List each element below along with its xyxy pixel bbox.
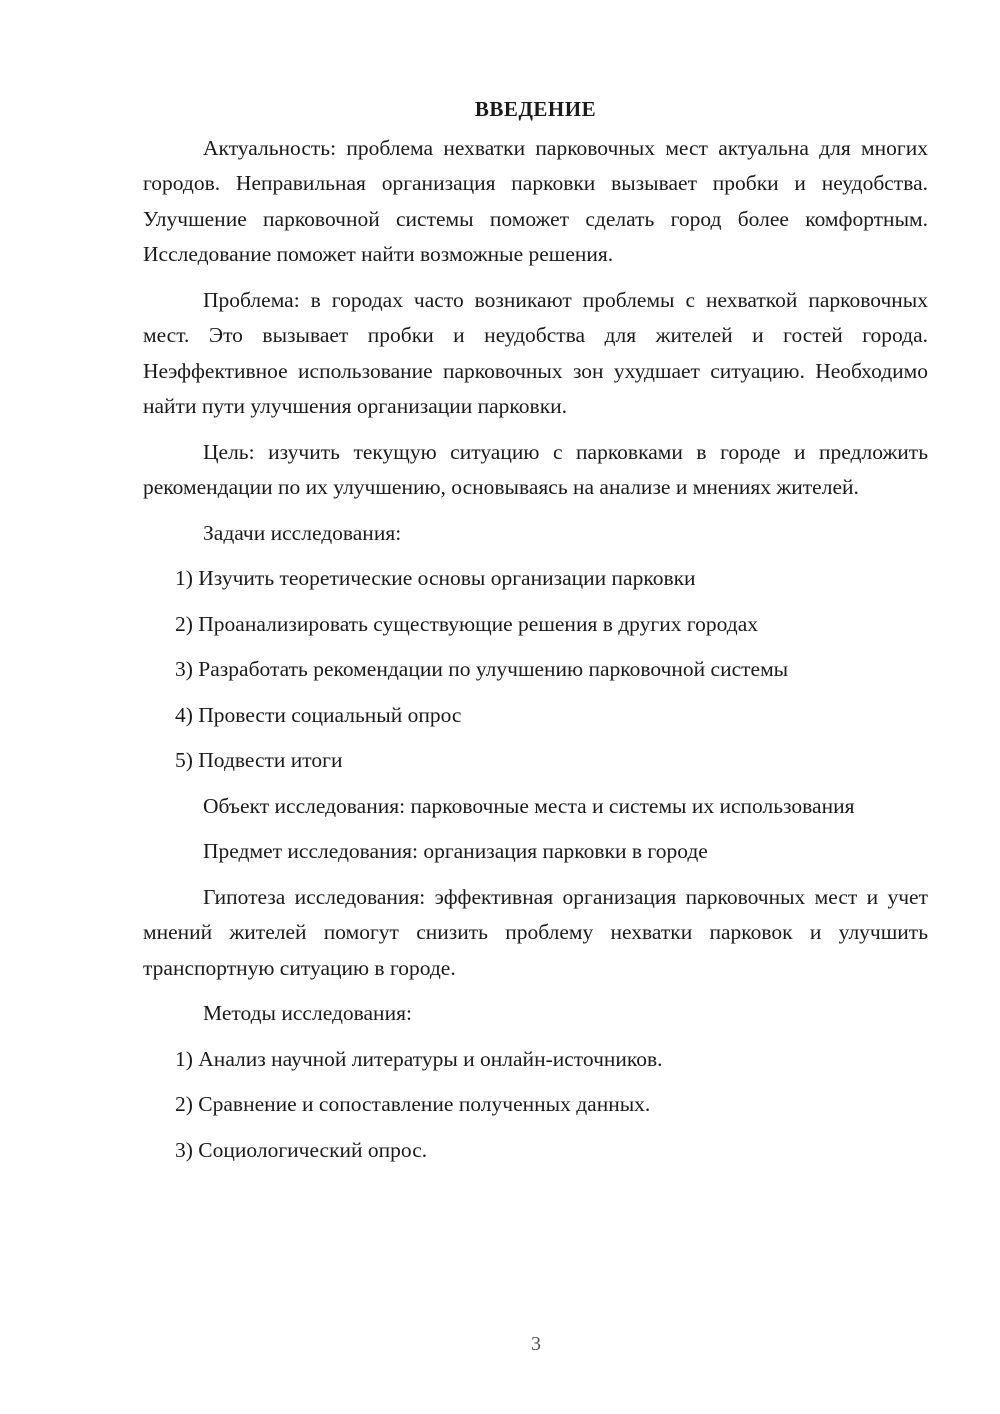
methods-label: Методы исследования: (203, 1001, 412, 1025)
list-item: 1) Изучить теоретические основы организации парковки (175, 566, 696, 590)
problem-paragraph: Проблема: в городах часто возникают проблемы с нехваткой парковочных мест. Это вызывает пробки и неудобства для жителей и гостей города. Неэффективное использование парковочных зон ухудшает ситуацию. Необходимо найти пути улучшения организации парковки. (143, 287, 928, 418)
tasks-label: Задачи исследования: (203, 520, 402, 545)
document-page (143, 92, 928, 1178)
object-paragraph: Объект исследования: парковочные места и системы их использования (203, 793, 855, 818)
methods-list (143, 1042, 928, 1169)
list-item: 4) Провести социальный опрос (175, 702, 462, 727)
list-item: 2) Сравнение и сопоставление полученных данных. (175, 1092, 651, 1116)
list-item: 3) Разработать рекомендации по улучшению парковочной системы (175, 657, 789, 681)
section-title: ВВЕДЕНИЕ (474, 97, 597, 121)
list-item: 3) Социологический опрос. (175, 1137, 428, 1162)
list-item: 5) Подвести итоги (175, 748, 343, 772)
page-number: 3 (531, 1333, 541, 1355)
relevance-paragraph: Актуальность: проблема нехватки парковочных мест актуальна для многих городов. Неправильная организация парковки вызывает пробки и неудобства. Улучшение парковочной системы поможет сделать город более комфортным. Исследование поможет найти возможные решения. (143, 135, 928, 266)
subject-paragraph: Предмет исследования: организация парковки в городе (203, 839, 708, 863)
goal-paragraph: Цель: изучить текущую ситуацию с парковками в городе и предложить рекомендации по их улучшению, основываясь на анализе и мнениях жителей. (143, 439, 928, 499)
hypothesis-paragraph: Гипотеза исследования: эффективная организация парковочных мест и учет мнений жителей помогут снизить проблему нехватки парковок и улучшить транспортную ситуацию в городе. (143, 884, 928, 980)
list-item: 2) Проанализировать существующие решения в других городах (175, 611, 758, 636)
tasks-list (143, 561, 928, 779)
list-item: 1) Анализ научной литературы и онлайн-источников. (175, 1046, 663, 1071)
